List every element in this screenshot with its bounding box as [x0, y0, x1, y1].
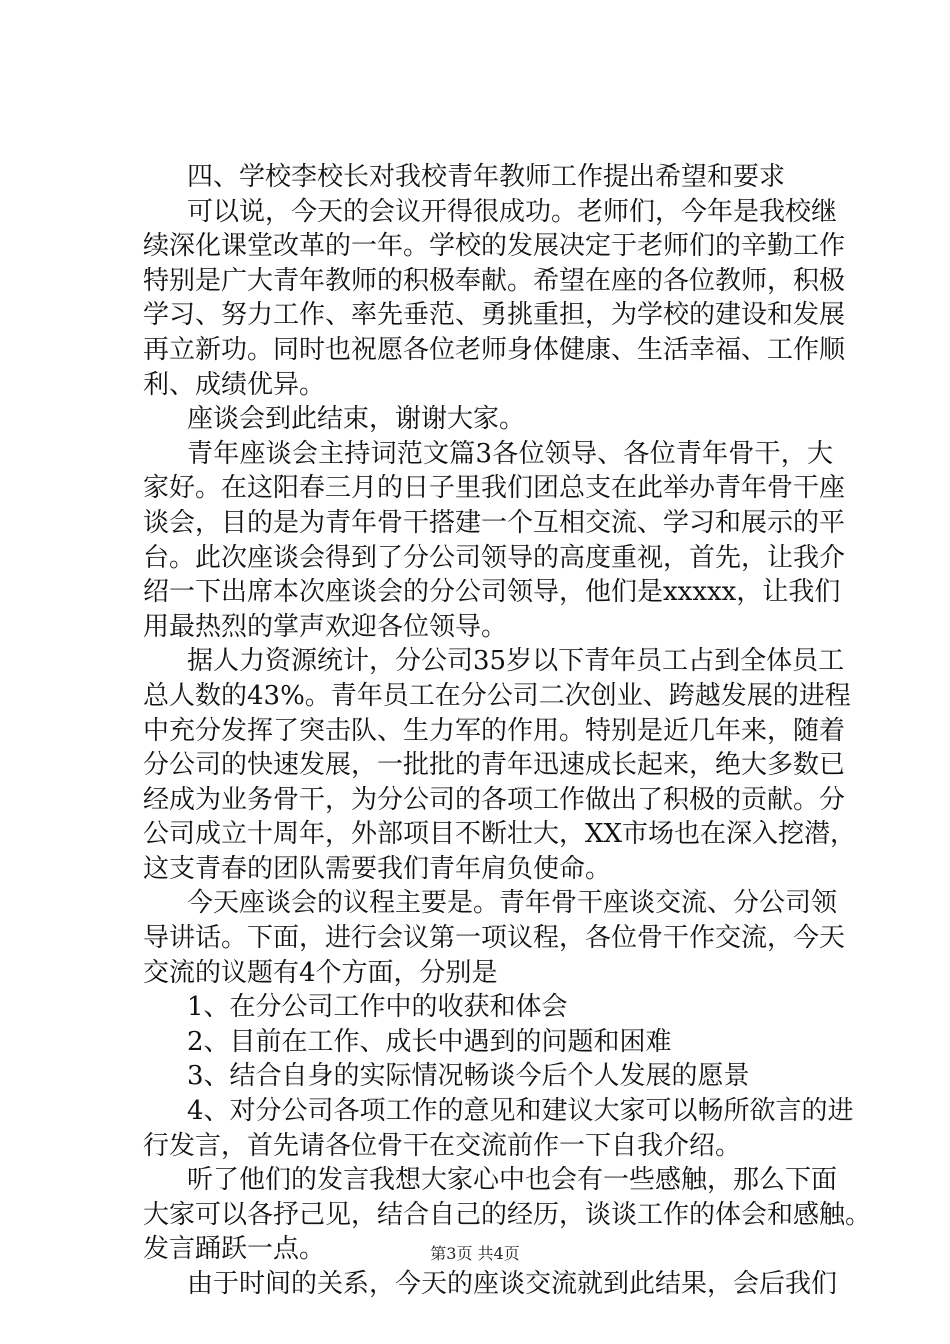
text-line: 发言踊跃一点。	[143, 1234, 326, 1265]
text-line: 可以说，今天的会议开得很成功。老师们，今年是我校继	[187, 196, 838, 227]
text-line: 谈会，目的是为青年骨干搭建一个互相交流、学习和展示的平	[143, 507, 846, 538]
text-line: 台。此次座谈会得到了分公司领导的高度重视，首先，让我介	[143, 542, 846, 573]
text-line: 经成为业务骨干，为分公司的各项工作做出了积极的贡献。分	[143, 784, 846, 815]
text-line: 特别是广大青年教师的积极奉献。希望在座的各位教师，积极	[143, 265, 846, 296]
text-line: 2、目前在工作、成长中遇到的问题和困难	[187, 1026, 672, 1057]
text-line: 家好。在这阳春三月的日子里我们团总支在此举办青年骨干座	[143, 473, 846, 504]
text-line: 3、结合自身的实际情况畅谈今后个人发展的愿景	[187, 1061, 750, 1092]
text-line: 行发言，首先请各位骨干在交流前作一下自我介绍。	[143, 1130, 742, 1161]
text-line: 座谈会到此结束，谢谢大家。	[187, 404, 526, 435]
text-line: 听了他们的发言我想大家心中也会有一些感触，那么下面	[187, 1165, 838, 1196]
text-line: 这支青春的团队需要我们青年肩负使命。	[143, 853, 612, 884]
text-line: 利、成绩优异。	[143, 369, 326, 400]
text-line: 今天座谈会的议程主要是。青年骨干座谈交流、分公司领	[187, 888, 838, 919]
text-line: 绍一下出席本次座谈会的分公司领导，他们是xxxxx，让我们	[143, 577, 841, 608]
text-line: 总人数的43%。青年员工在分公司二次创业、跨越发展的进程	[143, 680, 851, 711]
text-line: 青年座谈会主持词范文篇3各位领导、各位青年骨干，大	[187, 438, 833, 469]
text-line: 续深化课堂改革的一年。学校的发展决定于老师们的辛勤工作	[143, 231, 846, 262]
text-line: 据人力资源统计，分公司35岁以下青年员工占到全体员工	[187, 646, 845, 677]
text-line: 学习、努力工作、率先垂范、勇挑重担，为学校的建设和发展	[143, 300, 846, 331]
text-line: 大家可以各抒己见，结合自己的经历，谈谈工作的体会和感触。	[143, 1199, 872, 1230]
text-line: 分公司的快速发展，一批批的青年迅速成长起来，绝大多数已	[143, 750, 846, 781]
text-line: 1、在分公司工作中的收获和体会	[187, 992, 568, 1023]
text-line: 由于时间的关系，今天的座谈交流就到此结果，会后我们	[187, 1269, 838, 1299]
document-body	[143, 160, 872, 1302]
text-line: 导讲话。下面，进行会议第一项议程，各位骨干作交流，今天	[143, 923, 846, 954]
text-line: 公司成立十周年，外部项目不断壮大，XX市场也在深入挖潜，	[143, 819, 857, 850]
page-footer: 第3页 共4页	[430, 1244, 520, 1263]
text-line: 交流的议题有4个方面，分别是	[143, 957, 498, 988]
text-line: 四、学校李校长对我校青年教师工作提出希望和要求	[187, 162, 786, 192]
text-line: 再立新功。同时也祝愿各位老师身体健康、生活幸福、工作顺	[143, 334, 846, 365]
text-line: 中充分发挥了突击队、生力军的作用。特别是近几年来，随着	[143, 715, 846, 746]
text-line: 4、对分公司各项工作的意见和建议大家可以畅所欲言的进	[187, 1096, 854, 1127]
text-line: 用最热烈的掌声欢迎各位领导。	[143, 611, 508, 642]
